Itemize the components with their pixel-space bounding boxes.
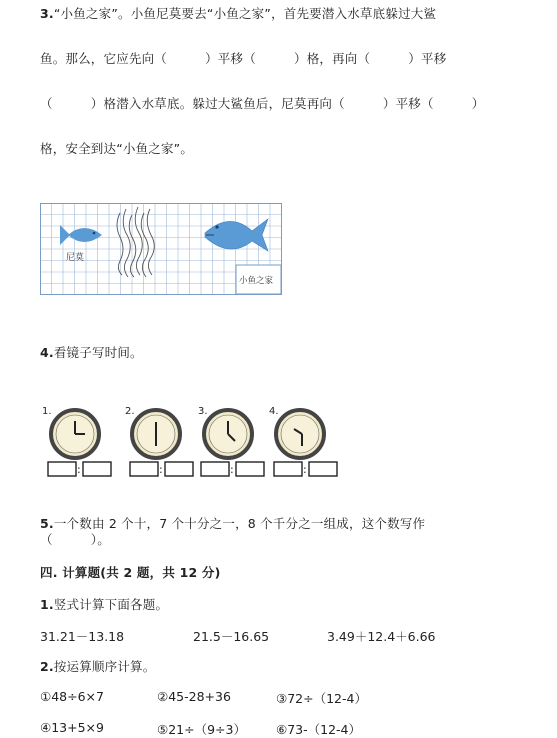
calc2-text: 按运算顺序计算。 [53, 659, 156, 674]
clock-1-label: 1. [42, 406, 52, 417]
clock-2-colon: : [159, 463, 163, 476]
nemo-fish-icon [60, 225, 102, 245]
q3-number: 3. [40, 6, 54, 21]
calc2-item-5: ⑤21÷（9÷3） [157, 722, 246, 737]
calc2-item-1: ①48÷6×7 [40, 689, 104, 704]
q5-text-1: 一个数由 2 个十，7 个十分之一，8 个千分之一组成，这个数写作 [53, 516, 426, 531]
calc1-item-3: 3.49＋12.4＋6.66 [327, 629, 436, 644]
q3-line3: （ ）格潜入水草底。躲过大鲨鱼后，尼莫再向（ ）平移（ ） [40, 96, 485, 111]
clock-2-label: 2. [125, 406, 135, 417]
clock-4-label: 4. [269, 406, 279, 417]
q3-text-1: “小鱼之家”。小鱼尼莫要去“小鱼之家”，首先要潜入水草底躲过大鲨 [53, 6, 437, 21]
clock-1 [42, 406, 111, 476]
calc1-item-1: 31.21－13.18 [40, 629, 125, 644]
calc2-item-2: ②45-28+36 [157, 689, 231, 704]
seaweed-icon [117, 207, 154, 277]
calc2-heading [40, 657, 155, 675]
calc2-number: 2. [40, 659, 54, 674]
calc2-item-6: ⑥73-（12-4） [276, 722, 361, 737]
q4-line [40, 343, 143, 361]
nemo-label: 尼莫 [66, 253, 85, 263]
fish-home-label: 小鱼之家 [239, 276, 274, 286]
calc1-number: 1. [40, 597, 54, 612]
calc1-item-2: 21.5－16.65 [193, 629, 270, 644]
clock-1-colon: : [77, 463, 81, 476]
q3-line2: 鱼。那么，它应先向（ ）平移（ ）格，再向（ ）平移 [40, 51, 447, 66]
clock-4 [269, 406, 337, 476]
clock-3-colon: : [230, 463, 234, 476]
clock-3 [198, 406, 264, 476]
calc2-item-3: ③72÷（12-4） [276, 691, 367, 706]
calc2-item-4: ④13+5×9 [40, 720, 104, 735]
clock-2 [125, 406, 193, 476]
q3-line1 [40, 4, 436, 22]
clock-3-label: 3. [198, 406, 208, 417]
q4-text: 看镜子写时间。 [53, 345, 143, 360]
calc1-text: 竖式计算下面各题。 [53, 597, 169, 612]
fish-grid-figure [40, 203, 282, 295]
q4-number: 4. [40, 345, 54, 360]
q3-line4: 格，安全到达“小鱼之家”。 [40, 141, 194, 156]
q5-line2: （ ）。 [40, 532, 110, 547]
mirror-clocks [40, 403, 350, 483]
clock-4-colon: : [303, 463, 307, 476]
q5-number: 5. [40, 516, 54, 531]
section-title: 四. 计算题(共 2 题，共 12 分) [40, 565, 221, 580]
calc1-heading [40, 595, 168, 613]
